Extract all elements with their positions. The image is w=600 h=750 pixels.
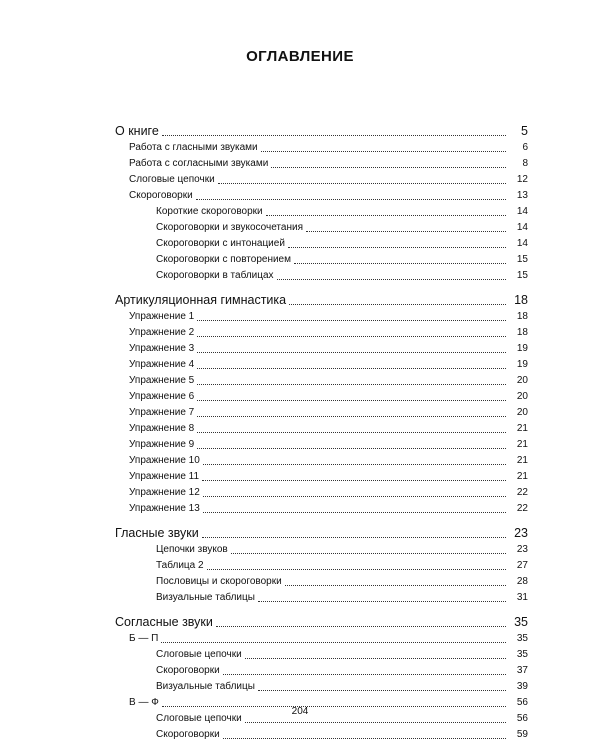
toc-entry[interactable]	[0, 469, 600, 485]
dot-leader	[197, 405, 506, 421]
dot-leader	[202, 524, 506, 542]
toc-entry-page: 56	[516, 697, 528, 708]
toc-entry[interactable]	[0, 140, 600, 156]
dot-leader	[218, 172, 506, 188]
toc-entry-page: 6	[522, 142, 528, 153]
toc-entry-page: 21	[516, 471, 528, 482]
toc-entry-page: 18	[516, 327, 528, 338]
toc-entry[interactable]	[0, 453, 600, 469]
toc-entry[interactable]	[0, 631, 600, 647]
toc-entry-page: 5	[521, 124, 528, 138]
toc-entry-page: 18	[514, 293, 528, 307]
toc-entry-label: Визуальные таблицы	[156, 592, 255, 603]
toc-entry-label: Работа с гласными звуками	[129, 142, 258, 153]
toc-entry-label: Короткие скороговорки	[156, 206, 263, 217]
toc-entry[interactable]	[0, 122, 600, 140]
toc-entry-label: Упражнение 8	[129, 423, 195, 434]
toc-entry-label: Упражнение 11	[129, 471, 200, 482]
toc-entry[interactable]	[0, 341, 600, 357]
dot-leader	[289, 291, 506, 309]
dot-leader	[261, 140, 506, 156]
toc-entry-label: Скороговорки	[129, 190, 193, 201]
dot-leader	[196, 188, 506, 204]
toc-entry-label: Пословицы и скороговорки	[156, 576, 282, 587]
toc-entry-page: 35	[516, 649, 528, 660]
dot-leader	[197, 373, 506, 389]
dot-leader	[258, 679, 506, 695]
dot-leader	[197, 341, 506, 357]
toc-entry-page: 31	[516, 592, 528, 603]
toc-entry-label: Скороговорки с интонацией	[156, 238, 285, 249]
toc-entry-label: Таблица 2	[156, 560, 204, 571]
toc-entry[interactable]	[0, 236, 600, 252]
toc-entry-label: Визуальные таблицы	[156, 681, 255, 692]
page-number: 204	[291, 706, 309, 717]
toc-entry-label: Согласные звуки	[115, 615, 213, 629]
toc-entry-page: 22	[516, 487, 528, 498]
toc-entry-page: 35	[516, 633, 528, 644]
dot-leader	[203, 453, 506, 469]
toc-entry[interactable]	[0, 268, 600, 284]
toc-entry-label: Б — П	[129, 633, 159, 644]
dot-leader	[203, 485, 506, 501]
toc-entry[interactable]	[0, 613, 600, 631]
toc-entry-label: Работа с согласными звуками	[129, 158, 269, 169]
toc-entry-label: Скороговорки	[156, 729, 220, 740]
toc-entry[interactable]	[0, 590, 600, 606]
dot-leader	[197, 437, 506, 453]
toc-entry[interactable]	[0, 542, 600, 558]
toc-entry-page: 21	[516, 455, 528, 466]
dot-leader	[288, 236, 506, 252]
toc-entry-label: Скороговорки	[156, 665, 220, 676]
toc-entry[interactable]	[0, 172, 600, 188]
table-of-contents	[0, 122, 600, 743]
toc-entry-page: 39	[516, 681, 528, 692]
toc-entry[interactable]	[0, 437, 600, 453]
toc-entry-label: Слоговые цепочки	[156, 713, 242, 724]
dot-leader	[216, 613, 506, 631]
dot-leader	[223, 727, 506, 743]
toc-entry[interactable]	[0, 357, 600, 373]
toc-entry[interactable]	[0, 647, 600, 663]
toc-entry-page: 13	[516, 190, 528, 201]
toc-entry-page: 14	[516, 206, 528, 217]
toc-entry[interactable]	[0, 291, 600, 309]
toc-entry-page: 37	[516, 665, 528, 676]
toc-entry-label: Гласные звуки	[115, 526, 199, 540]
toc-entry-page: 23	[516, 544, 528, 555]
toc-entry-label: Слоговые цепочки	[156, 649, 242, 660]
toc-entry[interactable]	[0, 188, 600, 204]
toc-entry[interactable]	[0, 663, 600, 679]
toc-entry-page: 59	[516, 729, 528, 740]
toc-entry-page: 8	[522, 158, 528, 169]
toc-entry-label: Артикуляционная гимнастика	[115, 293, 287, 307]
toc-entry-label: Упражнение 13	[129, 503, 200, 514]
dot-leader	[197, 325, 506, 341]
dot-leader	[306, 220, 506, 236]
dot-leader	[245, 647, 506, 663]
toc-entry-page: 14	[516, 222, 528, 233]
toc-entry-label: Упражнение 12	[129, 487, 200, 498]
toc-entry-label: Скороговорки и звукосочетания	[156, 222, 303, 233]
dot-leader	[285, 574, 506, 590]
dot-leader	[258, 590, 506, 606]
toc-entry-label: В — Ф	[129, 697, 159, 708]
toc-entry-page: 56	[516, 713, 528, 724]
toc-entry-page: 15	[516, 254, 528, 265]
dot-leader	[202, 469, 506, 485]
toc-entry[interactable]	[0, 558, 600, 574]
toc-entry[interactable]	[0, 574, 600, 590]
toc-entry-label: Упражнение 3	[129, 343, 195, 354]
dot-leader	[203, 501, 506, 517]
toc-entry-page: 27	[516, 560, 528, 571]
toc-entry[interactable]	[0, 421, 600, 437]
toc-entry-label: Цепочки звуков	[156, 544, 228, 555]
toc-entry[interactable]	[0, 501, 600, 517]
toc-entry-label: Упражнение 7	[129, 407, 195, 418]
toc-entry[interactable]	[0, 204, 600, 220]
toc-entry-label: Упражнение 5	[129, 375, 195, 386]
toc-entry[interactable]	[0, 679, 600, 695]
toc-entry-page: 12	[516, 174, 528, 185]
dot-leader	[294, 252, 506, 268]
dot-leader	[162, 122, 506, 140]
toc-entry[interactable]	[0, 524, 600, 542]
page-title: ОГЛАВЛЕНИЕ	[246, 48, 354, 65]
toc-entry-page: 15	[516, 270, 528, 281]
dot-leader	[223, 663, 506, 679]
toc-entry-page: 20	[516, 375, 528, 386]
dot-leader	[266, 204, 506, 220]
toc-entry-page: 21	[516, 423, 528, 434]
toc-entry[interactable]	[0, 220, 600, 236]
toc-entry-page: 20	[516, 391, 528, 402]
toc-entry-page: 19	[516, 359, 528, 370]
toc-entry[interactable]	[0, 309, 600, 325]
dot-leader	[197, 389, 506, 405]
toc-entry-label: Упражнение 6	[129, 391, 195, 402]
toc-entry[interactable]	[0, 373, 600, 389]
dot-leader	[271, 156, 506, 172]
toc-entry-label: Упражнение 2	[129, 327, 195, 338]
toc-entry-page: 14	[516, 238, 528, 249]
toc-entry-page: 35	[514, 615, 528, 629]
toc-entry-page: 18	[516, 311, 528, 322]
toc-entry-label: Упражнение 4	[129, 359, 195, 370]
toc-entry-page: 23	[514, 526, 528, 540]
toc-entry[interactable]	[0, 485, 600, 501]
toc-entry-label: О книге	[115, 124, 159, 138]
toc-entry-label: Скороговорки с повторением	[156, 254, 291, 265]
toc-entry-label: Упражнение 9	[129, 439, 195, 450]
toc-entry-page: 20	[516, 407, 528, 418]
toc-entry[interactable]	[0, 727, 600, 743]
toc-entry[interactable]	[0, 252, 600, 268]
toc-entry-label: Скороговорки в таблицах	[156, 270, 274, 281]
toc-entry-page: 22	[516, 503, 528, 514]
toc-entry[interactable]	[0, 325, 600, 341]
dot-leader	[197, 357, 506, 373]
dot-leader	[161, 631, 506, 647]
dot-leader	[197, 309, 506, 325]
toc-entry[interactable]	[0, 156, 600, 172]
toc-entry[interactable]	[0, 405, 600, 421]
toc-entry-label: Упражнение 10	[129, 455, 200, 466]
toc-entry-label: Упражнение 1	[129, 311, 195, 322]
dot-leader	[277, 268, 506, 284]
toc-entry[interactable]	[0, 389, 600, 405]
toc-entry-page: 19	[516, 343, 528, 354]
toc-entry-label: Слоговые цепочки	[129, 174, 215, 185]
dot-leader	[207, 558, 506, 574]
dot-leader	[231, 542, 506, 558]
dot-leader	[197, 421, 506, 437]
toc-entry-page: 28	[516, 576, 528, 587]
toc-entry-page: 21	[516, 439, 528, 450]
